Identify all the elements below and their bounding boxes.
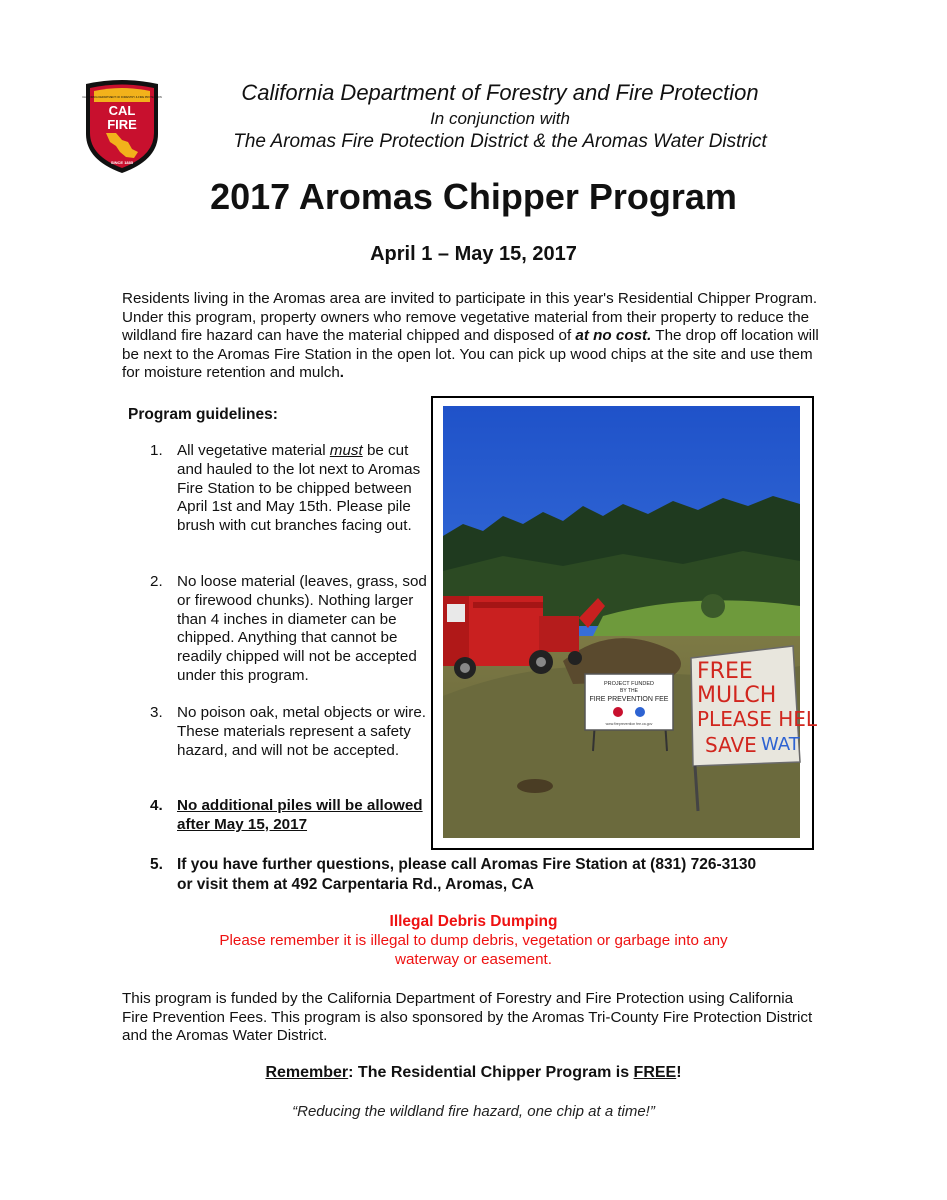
guidelines-heading: Program guidelines: xyxy=(128,406,278,423)
conjunction-line: In conjunction with xyxy=(430,109,570,128)
remember-label: Remember xyxy=(265,1064,349,1081)
logo-top-text: CALIFORNIA DEPARTMENT OF FORESTRY & FIRE PROTECTION xyxy=(82,96,162,99)
large-sign-line: WAT xyxy=(761,734,800,755)
program-dates: April 1 – May 15, 2017 xyxy=(370,243,577,265)
small-sign-line: www.fireprevention fee.ca.gov xyxy=(605,722,653,726)
intro-text-2: The drop off location will be next to the Aromas Fire Station in the open lot. You can pick up wood chips at the site and use them for moisture retention and mulch xyxy=(122,327,819,382)
guideline-text: All vegetative material xyxy=(177,442,330,459)
photo-frame xyxy=(431,396,818,850)
large-sign-line: MULCH xyxy=(697,683,777,708)
agency-name: California Department of Forestry and Fire Protection xyxy=(241,80,759,105)
small-sign-line: PROJECT FUNDED xyxy=(603,681,655,687)
guideline-number: 5. xyxy=(150,856,163,873)
guideline-item xyxy=(150,797,430,835)
logo-cal-text: CAL xyxy=(108,103,136,118)
guideline-text: be cut and hauled to the lot next to Aromas Fire Station to be chipped between April 1st and May 15th. Please pile brush with cut branches facing out. xyxy=(177,442,421,535)
guideline-emphasis: must xyxy=(329,442,363,459)
guideline-item xyxy=(150,442,430,536)
remember-end: ! xyxy=(676,1064,682,1081)
intro-end: . xyxy=(339,364,345,382)
intro-text-1: Residents living in the Aromas area are invited to participate in this year's Residential Chipper Program. Under this program, property owners who remove vegetative material from their property to reduce the wildland fire hazard can have the material chipped and disposed of xyxy=(122,290,818,345)
remember-line xyxy=(0,1064,947,1082)
remember-free: FREE xyxy=(633,1064,677,1081)
guideline-text: No additional piles will be allowed after May 15, 2017 xyxy=(177,797,423,833)
guideline-text: No loose material (leaves, grass, sod or firewood chunks). Nothing larger than 4 inches in diameter can be chipped. Anything that cannot be readily chipped will not be accepted under this program. xyxy=(177,573,427,684)
guideline-item xyxy=(150,855,770,894)
large-sign-line: SAVE xyxy=(705,733,757,757)
funding-paragraph: This program is funded by the California Department of Forestry and Fire Protection using California Fire Prevention Fees. This program is also sponsored by the Aromas Tri-County Fire Protection District and the Aromas Water District. xyxy=(122,990,813,1045)
partner-districts: The Aromas Fire Protection District & the Aromas Water District xyxy=(233,131,767,152)
guideline-text: No poison oak, metal objects or wire. These materials represent a safety hazard, and will not be accepted. xyxy=(177,704,427,759)
guideline-number: 3. xyxy=(150,704,163,721)
guideline-item xyxy=(150,704,430,760)
logo-since-text: SINCE 1885 xyxy=(110,160,134,165)
guideline-item xyxy=(150,573,430,686)
large-sign-line: PLEASE HEL xyxy=(697,707,818,731)
logo-fire-text: FIRE xyxy=(107,117,137,132)
small-sign-line: FIRE PREVENTION FEE xyxy=(589,696,669,703)
guideline-text: If you have further questions, please call Aromas Fire Station at (831) 726-3130 or visit them at 492 Carpentaria Rd., Aromas, CA xyxy=(177,856,757,893)
small-sign-line: BY THE xyxy=(620,688,638,694)
guideline-number: 2. xyxy=(150,573,163,590)
guideline-number: 1. xyxy=(150,442,163,459)
chipper-site-photo xyxy=(443,406,818,838)
intro-emphasis: at no cost. xyxy=(575,327,652,345)
warning-text: Please remember it is illegal to dump debris, vegetation or garbage into any waterway or easement. xyxy=(219,932,728,968)
intro-paragraph xyxy=(122,290,822,383)
guideline-number: 4. xyxy=(150,797,163,814)
warning-title: Illegal Debris Dumping xyxy=(389,913,558,930)
slogan: “Reducing the wildland fire hazard, one chip at a time!” xyxy=(292,1103,655,1120)
large-sign-line: FREE xyxy=(697,659,753,684)
page-title: 2017 Aromas Chipper Program xyxy=(210,176,737,217)
remember-middle: : The Residential Chipper Program is xyxy=(348,1064,634,1081)
